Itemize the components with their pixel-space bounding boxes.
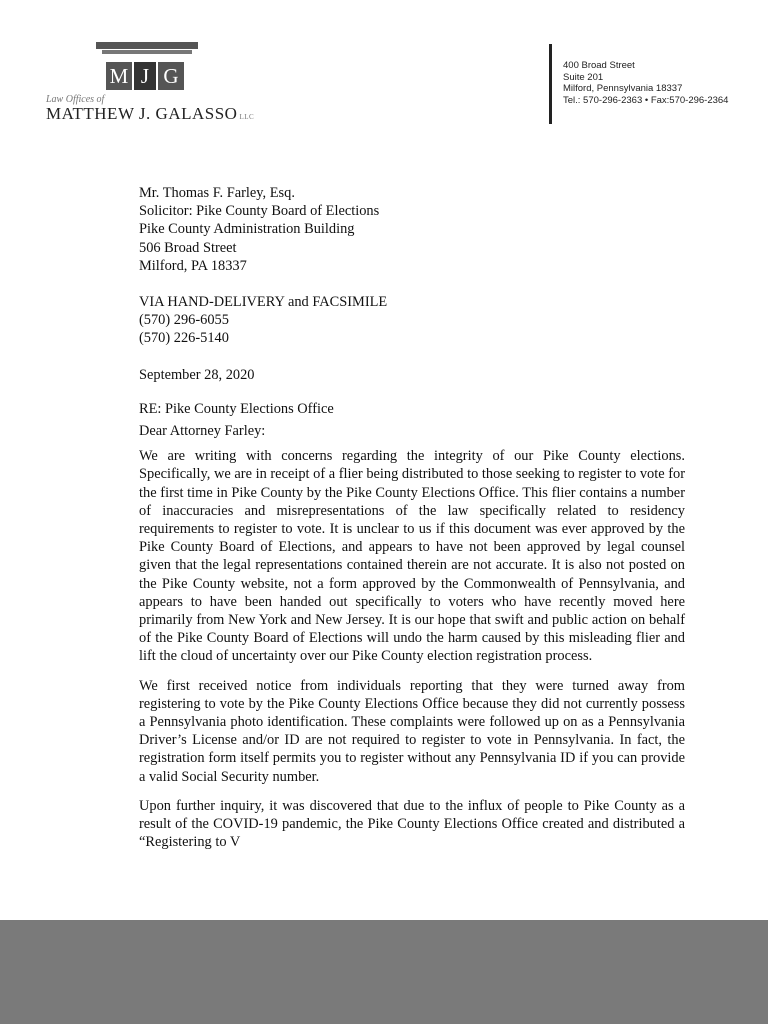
firm-suffix: LLC bbox=[239, 113, 255, 121]
delivery-fax-number: (570) 296-6055 bbox=[139, 312, 229, 329]
delivery-block bbox=[139, 293, 685, 348]
address-line: 400 Broad Street bbox=[563, 60, 635, 71]
recipient-line: 506 Broad Street bbox=[139, 239, 237, 256]
scan-cutoff-overlay bbox=[0, 920, 768, 1024]
recipient-line: Solicitor: Pike County Board of Elections bbox=[139, 203, 380, 220]
letterhead-divider bbox=[549, 44, 552, 124]
firm-name-block bbox=[46, 104, 254, 124]
delivery-fax-number: (570) 226-5140 bbox=[139, 330, 229, 347]
firm-name: MATTHEW J. GALASSO bbox=[46, 104, 238, 123]
logo-initials bbox=[106, 62, 184, 90]
logo-initial-g: G bbox=[158, 62, 184, 90]
body-paragraph: Upon further inquiry, it was discovered that due to the influx of people to Pike County as a result of the COVID-19 pandemic, the Pike County Elections Office created and distributed a “Registering to V bbox=[139, 797, 685, 851]
body-paragraph: We are writing with concerns regarding the integrity of our Pike County elections. Specifically, we are in receipt of a flier being distributed to those seeking to register to vote for the first time in Pike County by the Pike County Elections Office. This flier contains a number of inaccuracies and misrepresentations of the law specifically related to residency requirements to register to vote. It is unclear to us if this document was ever approved by the Pike County Board of Elections, and appears to have not been approved by legal counsel given that the legal representations contained therein are not accurate. It is also not posted on the Pike County website, not a form approved by the Commonwealth of Pennsylvania, and appears to have been handed out specifically to voters who have recently moved here primarily from New York and New Jersey. It is our hope that swift and public action on behalf of the Pike County Board of Elections will undo the harm caused by this misleading flier and lift the cloud of uncertainty over our Pike County election registration process. bbox=[139, 448, 685, 665]
recipient-line: Mr. Thomas F. Farley, Esq. bbox=[139, 185, 295, 201]
body-paragraph: We first received notice from individuals reporting that they were turned away from registering to vote by the Pike County Elections Office because they did not currently possess a Pennsylvania photo identification. These complaints were followed up on as a Pennsylvania Driver’s License and/or ID are not required to register to vote in Pennsylvania. In fact, the registration form itself permits you to register without any Pennsylvania ID if you can provide a valid Social Security number. bbox=[139, 677, 685, 785]
logo-initial-m: M bbox=[106, 62, 132, 90]
salutation: Dear Attorney Farley: bbox=[139, 423, 266, 440]
firm-address bbox=[563, 60, 728, 106]
letter-date: September 28, 2020 bbox=[139, 366, 255, 383]
delivery-method: VIA HAND-DELIVERY and FACSIMILE bbox=[139, 294, 388, 311]
recipient-line: Pike County Administration Building bbox=[139, 221, 355, 238]
address-line: Milford, Pennsylvania 18337 bbox=[563, 83, 683, 94]
logo-column-capital bbox=[96, 42, 198, 49]
recipient-block bbox=[139, 184, 685, 275]
recipient-line: Milford, PA 18337 bbox=[139, 257, 247, 274]
logo-column-capital-lower bbox=[102, 50, 192, 54]
firm-logo bbox=[46, 42, 256, 126]
letter-body bbox=[139, 184, 685, 863]
logo-initial-j: J bbox=[134, 62, 156, 90]
address-contact-line: Tel.: 570-296-2363 • Fax:570-296-2364 bbox=[563, 94, 729, 106]
firm-prefix: Law Offices of bbox=[46, 94, 105, 105]
address-line: Suite 201 bbox=[563, 71, 604, 83]
re-line: RE: Pike County Elections Office bbox=[139, 400, 334, 417]
